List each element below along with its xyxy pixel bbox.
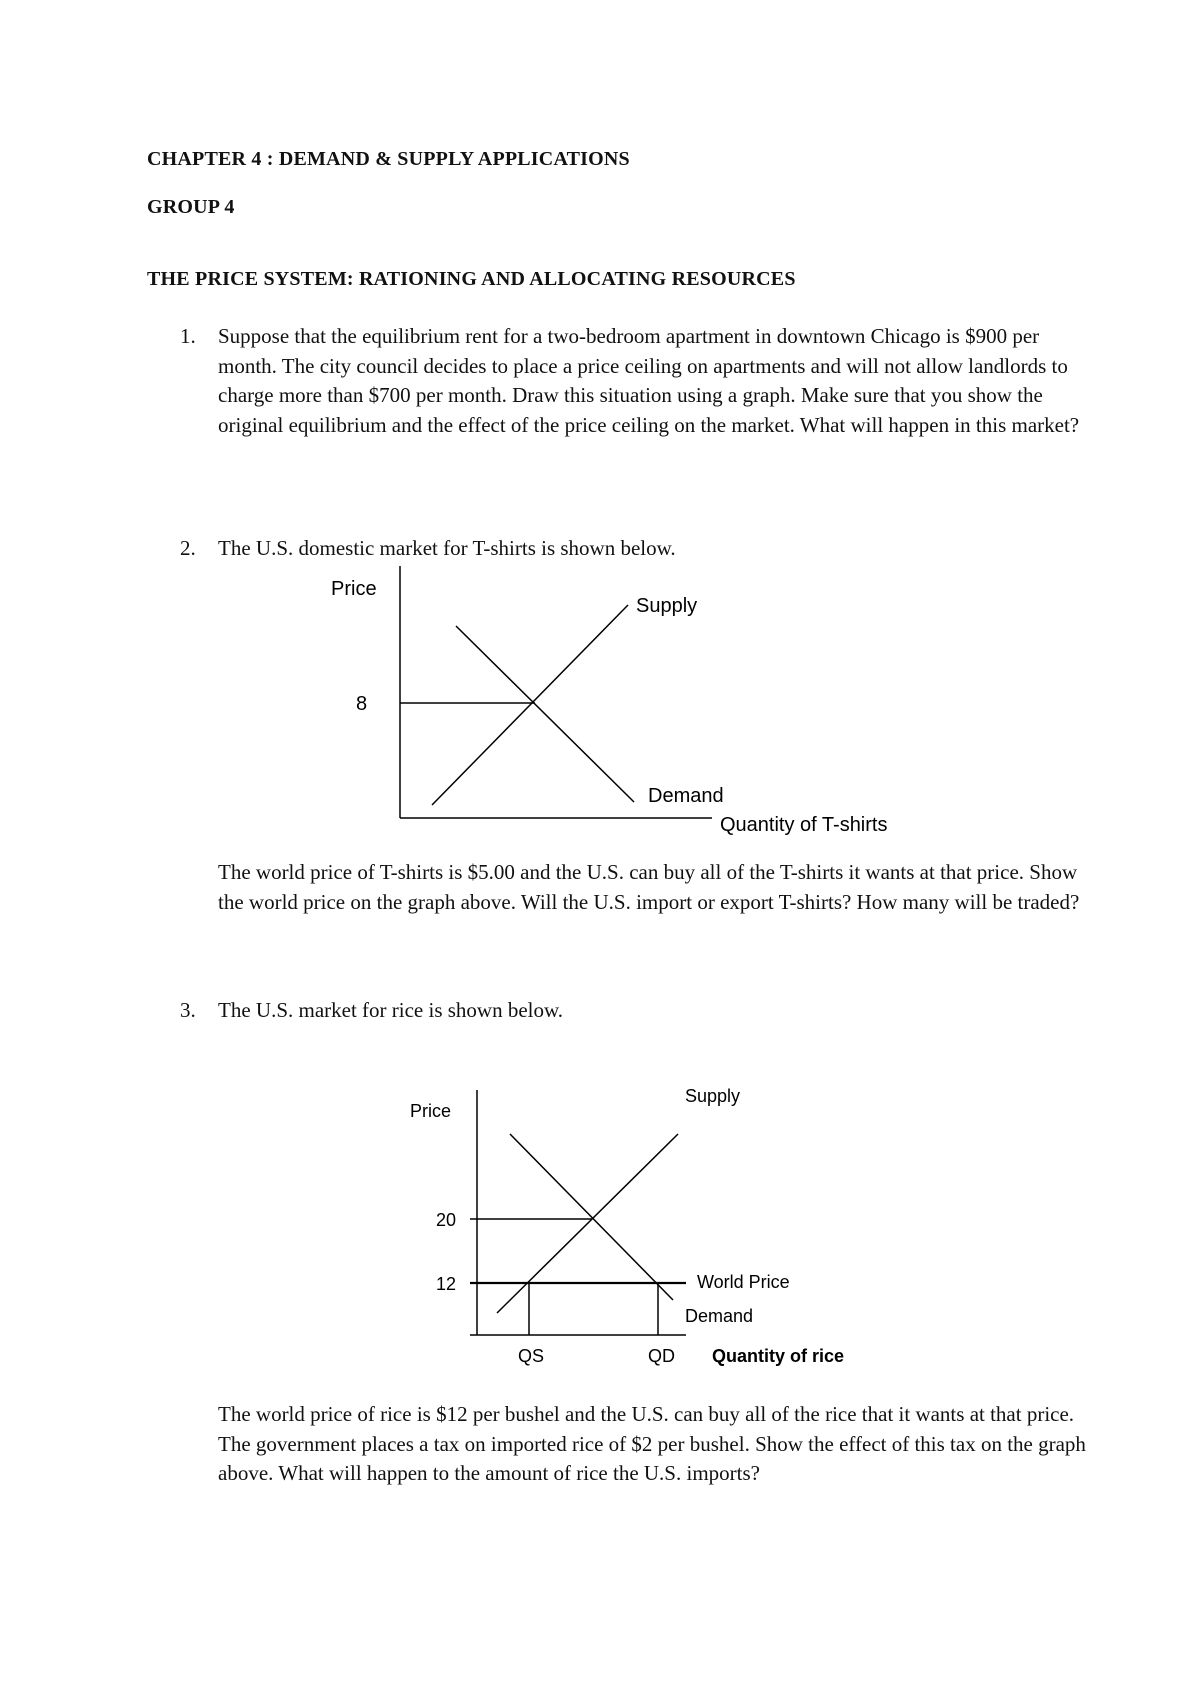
rice-world-price-label: World Price [697, 1272, 790, 1292]
rice-x-label: Quantity of rice [712, 1346, 845, 1366]
question-3-number: 3. [180, 998, 196, 1022]
tshirt-supply-label: Supply [636, 595, 698, 617]
rice-y-tick-20: 20 [436, 1210, 457, 1230]
question-2-number: 2. [180, 536, 196, 560]
tshirt-demand-line [456, 626, 634, 802]
section-title: THE PRICE SYSTEM: RATIONING AND ALLOCATING RESOURCES [147, 268, 796, 290]
tshirt-x-label: Quantity of T-shirts [720, 814, 888, 836]
question-3-followup: The world price of rice is $12 per bushel and the U.S. can buy all of the rice that it wants at that price. The government places a tax on imported rice of $2 per bushel. Show the effect of this tax on the graph above. What will happen to the amount of rice the U.S. imports? [218, 1402, 1086, 1485]
rice-x-tick-qd: QD [648, 1346, 675, 1366]
tshirt-demand-label: Demand [648, 785, 724, 807]
question-2-followup: The world price of T-shirts is $5.00 and the U.S. can buy all of the T-shirts it wants at that price. Show the world price on the graph above. Will the U.S. import or export T-shirts? How many will be traded? [218, 860, 1080, 914]
chapter-title: CHAPTER 4 : DEMAND & SUPPLY APPLICATIONS [147, 148, 630, 170]
rice-x-tick-qs: QS [518, 1346, 545, 1366]
tshirt-y-tick-8: 8 [356, 693, 368, 715]
question-3-text: The U.S. market for rice is shown below. [218, 998, 564, 1022]
rice-supply-label: Supply [685, 1086, 741, 1106]
question-1-text: Suppose that the equilibrium rent for a two-bedroom apartment in downtown Chicago is $900 per month. The city council decides to place a price ceiling on apartments and will not allow landlords to charge more than $700 per month. Draw this situation using a graph. Make sure that you show the original equilibrium and the effect of the price ceiling on the market. What will happen in this market? [218, 324, 1080, 437]
rice-y-label: Price [410, 1101, 452, 1121]
rice-demand-label: Demand [685, 1306, 754, 1326]
group-label: GROUP 4 [147, 196, 235, 218]
question-1-number: 1. [180, 324, 196, 348]
question-2-text: The U.S. domestic market for T-shirts is shown below. [218, 536, 676, 560]
tshirt-y-label: Price [331, 578, 377, 600]
tshirt-supply-line [432, 605, 628, 805]
rice-y-tick-12: 12 [436, 1274, 457, 1294]
